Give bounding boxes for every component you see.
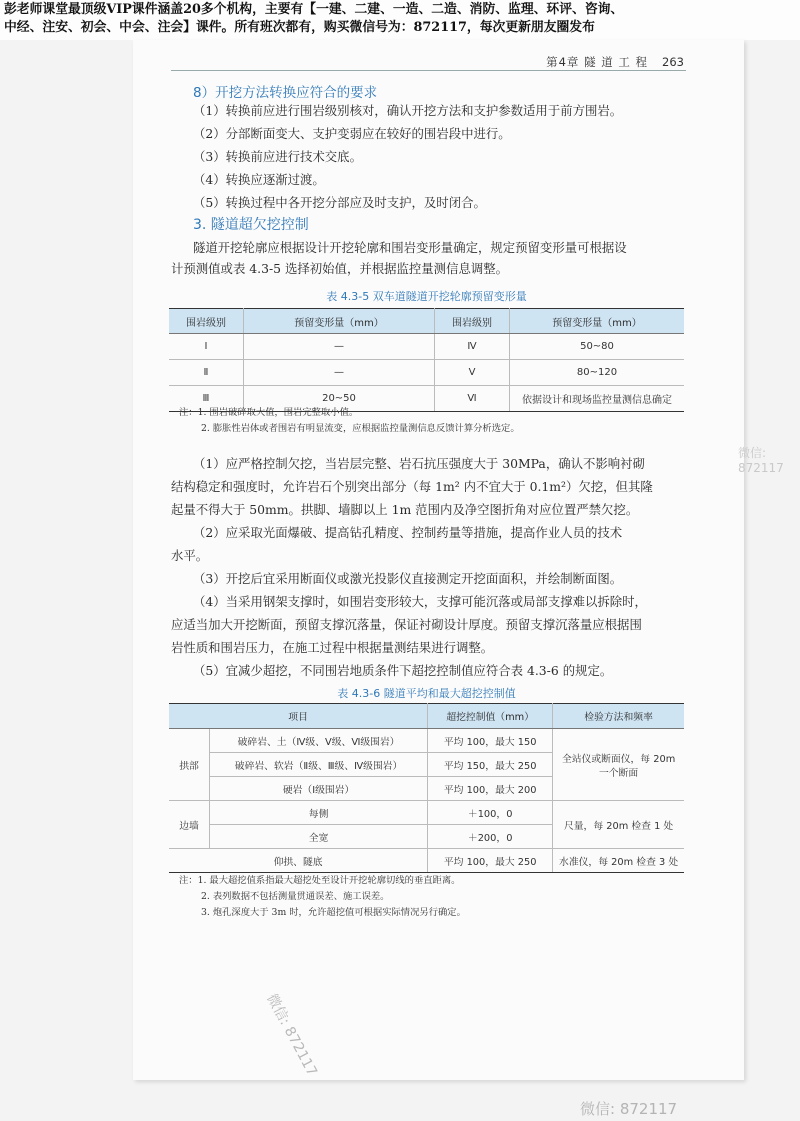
table-cell: ＋100，0 (428, 801, 553, 825)
list-item: （4）转换应逐渐过渡。 (193, 172, 325, 187)
table-header: 超挖控制值（mm） (428, 704, 553, 729)
table-cell: 硬岩（Ⅰ级围岩） (210, 777, 428, 801)
table-note: 注：1. 围岩破碎取大值，围岩完整取小值。 (179, 407, 359, 418)
table-cell: 破碎岩、软岩（Ⅱ级、Ⅲ级、Ⅳ级围岩） (210, 753, 428, 777)
table-cell: 20~50 (244, 386, 435, 412)
table-cell: 平均 150，最大 250 (428, 753, 553, 777)
paragraph-line: 岩性质和围岩压力，在施工过程中根据量测结果进行调整。 (171, 640, 494, 655)
table-header: 围岩级别 (169, 309, 244, 334)
chapter-title: 第4章 隧 道 工 程 (546, 55, 649, 69)
promo-banner-line-2: 中经、注安、初会、中会、注会】课件。所有班次都有，购买微信号为：872117，每次更新朋友圈发布 (4, 20, 595, 35)
table-caption-4-3-5: 表 4.3-5 双车道隧道开挖轮廓预留变形量 (326, 290, 527, 303)
table-row (169, 849, 684, 873)
section-heading-8: 8）开挖方法转换应符合的要求 (193, 85, 378, 101)
method-line: 全站仪或断面仪，每 20m (561, 753, 676, 765)
paragraph-line: （1）应严格控制欠挖，当岩层完整、岩石抗压强度大于 30MPa，确认不影响衬砌 (193, 456, 645, 471)
table-row (169, 729, 684, 753)
table-cell: 50~80 (510, 334, 685, 360)
table-cell: 依据设计和现场监控量测信息确定 (510, 386, 685, 412)
paragraph-line: （5）宜减少超挖，不同围岩地质条件下超挖控制值应符合表 4.3-6 的规定。 (193, 663, 613, 678)
table-cell: 平均 100，最大 150 (428, 729, 553, 753)
table-cell: 尺量，每 20m 检查 1 处 (553, 801, 684, 849)
paragraph-line: 隧道开挖轮廓应根据设计开挖轮廓和围岩变形量确定，规定预留变形量可根据设 (193, 240, 627, 255)
page-number: 263 (662, 55, 684, 69)
table-note: 注：1. 最大超挖值系指最大超挖处至设计开挖轮廓切线的垂直距离。 (179, 875, 461, 886)
scanned-page (133, 40, 744, 1080)
watermark-corner: 微信: 872117 (580, 1100, 678, 1118)
paragraph-line: （2）应采取光面爆破、提高钻孔精度、控制药量等措施，提高作业人员的技术 (193, 525, 623, 540)
paragraph-line: 应适当加大开挖断面，预留支撑沉落量，保证衬砌设计厚度。预留支撑沉落量应根据围 (171, 617, 642, 632)
paragraph-line: （4）当采用钢架支撑时，如围岩变形较大，支撑可能沉落或局部支撑难以拆除时， (193, 594, 647, 609)
table-cell: 80~120 (510, 360, 685, 386)
table-cell: Ⅰ (169, 334, 244, 360)
table-row (169, 334, 684, 360)
table-note: 3. 炮孔深度大于 3m 时，允许超挖值可根据实际情况另行确定。 (201, 907, 466, 918)
table-caption-4-3-6: 表 4.3-6 隧道平均和最大超挖控制值 (337, 687, 516, 700)
table-cell: Ⅱ (169, 360, 244, 386)
table-header: 项目 (169, 704, 428, 729)
table-cell: ＋200，0 (428, 825, 553, 849)
table-header: 预留变形量（mm） (244, 309, 435, 334)
table-row (169, 801, 684, 825)
header-rule (171, 70, 686, 71)
table-cell: 破碎岩、土（Ⅳ级、Ⅴ级、Ⅵ级围岩） (210, 729, 428, 753)
table-cell: 仰拱、隧底 (169, 849, 428, 873)
paragraph-line: （3）开挖后宜采用断面仪或激光投影仪直接测定开挖面面积，并绘制断面图。 (193, 571, 623, 586)
promo-banner (0, 0, 800, 40)
list-item: （1）转换前应进行围岩级别核对，确认开挖方法和支护参数适用于前方围岩。 (193, 103, 623, 118)
watermark-diagonal: 微信: 872117 (263, 991, 320, 1079)
table-cell: 水准仪，每 20m 检查 3 处 (553, 849, 684, 873)
table-cell: 平均 100，最大 250 (428, 849, 553, 873)
deformation-table (169, 308, 684, 412)
table-row (169, 360, 684, 386)
table-header: 预留变形量（mm） (510, 309, 685, 334)
table-cell (553, 729, 684, 801)
table-header: 检验方法和频率 (553, 704, 684, 729)
paragraph-line: 计预测值或表 4.3-5 选择初始值，并根据监控量测信息调整。 (171, 261, 509, 276)
table-cell: 每侧 (210, 801, 428, 825)
table-cell: Ⅵ (435, 386, 510, 412)
table-cell: 平均 100，最大 200 (428, 777, 553, 801)
overbreak-table (169, 703, 684, 873)
running-head (546, 54, 684, 70)
table-cell: Ⅳ (435, 334, 510, 360)
paragraph-line: 结构稳定和强度时，允许岩石个别突出部分（每 1m² 内不宜大于 0.1m²）欠挖，但其隆 (171, 479, 653, 494)
table-header: 围岩级别 (435, 309, 510, 334)
table-cell: Ⅴ (435, 360, 510, 386)
paragraph-line: 起量不得大于 50mm。拱脚、墙脚以上 1m 范围内及净空图折角对应位置严禁欠挖。 (171, 502, 639, 517)
table-cell: Ⅲ (169, 386, 244, 412)
list-item: （2）分部断面变大、支护变弱应在较好的围岩段中进行。 (193, 126, 511, 141)
watermark-right-edge: 微信: 872117 (738, 446, 784, 475)
table-cell: 全宽 (210, 825, 428, 849)
table-note: 2. 表列数据不包括测量贯通误差、施工误差。 (201, 891, 390, 902)
promo-banner-line-1: 彭老师课堂最顶级VIP课件涵盖20多个机构，主要有【一建、二建、一造、二造、消防、监理、环评、咨询、 (4, 2, 624, 17)
table-cell: — (244, 334, 435, 360)
row-group-label: 边墙 (169, 801, 210, 849)
row-group-label: 拱部 (169, 729, 210, 801)
method-line: 一个断面 (598, 767, 639, 779)
table-note: 2. 膨胀性岩体或者围岩有明显流变，应根据监控量测信息反馈计算分析选定。 (201, 423, 520, 434)
list-item: （5）转换过程中各开挖分部应及时支护，及时闭合。 (193, 195, 486, 210)
section-heading-3: 3. 隧道超欠挖控制 (193, 217, 309, 233)
list-item: （3）转换前应进行技术交底。 (193, 149, 362, 164)
paragraph-line: 水平。 (171, 548, 209, 563)
table-cell: — (244, 360, 435, 386)
